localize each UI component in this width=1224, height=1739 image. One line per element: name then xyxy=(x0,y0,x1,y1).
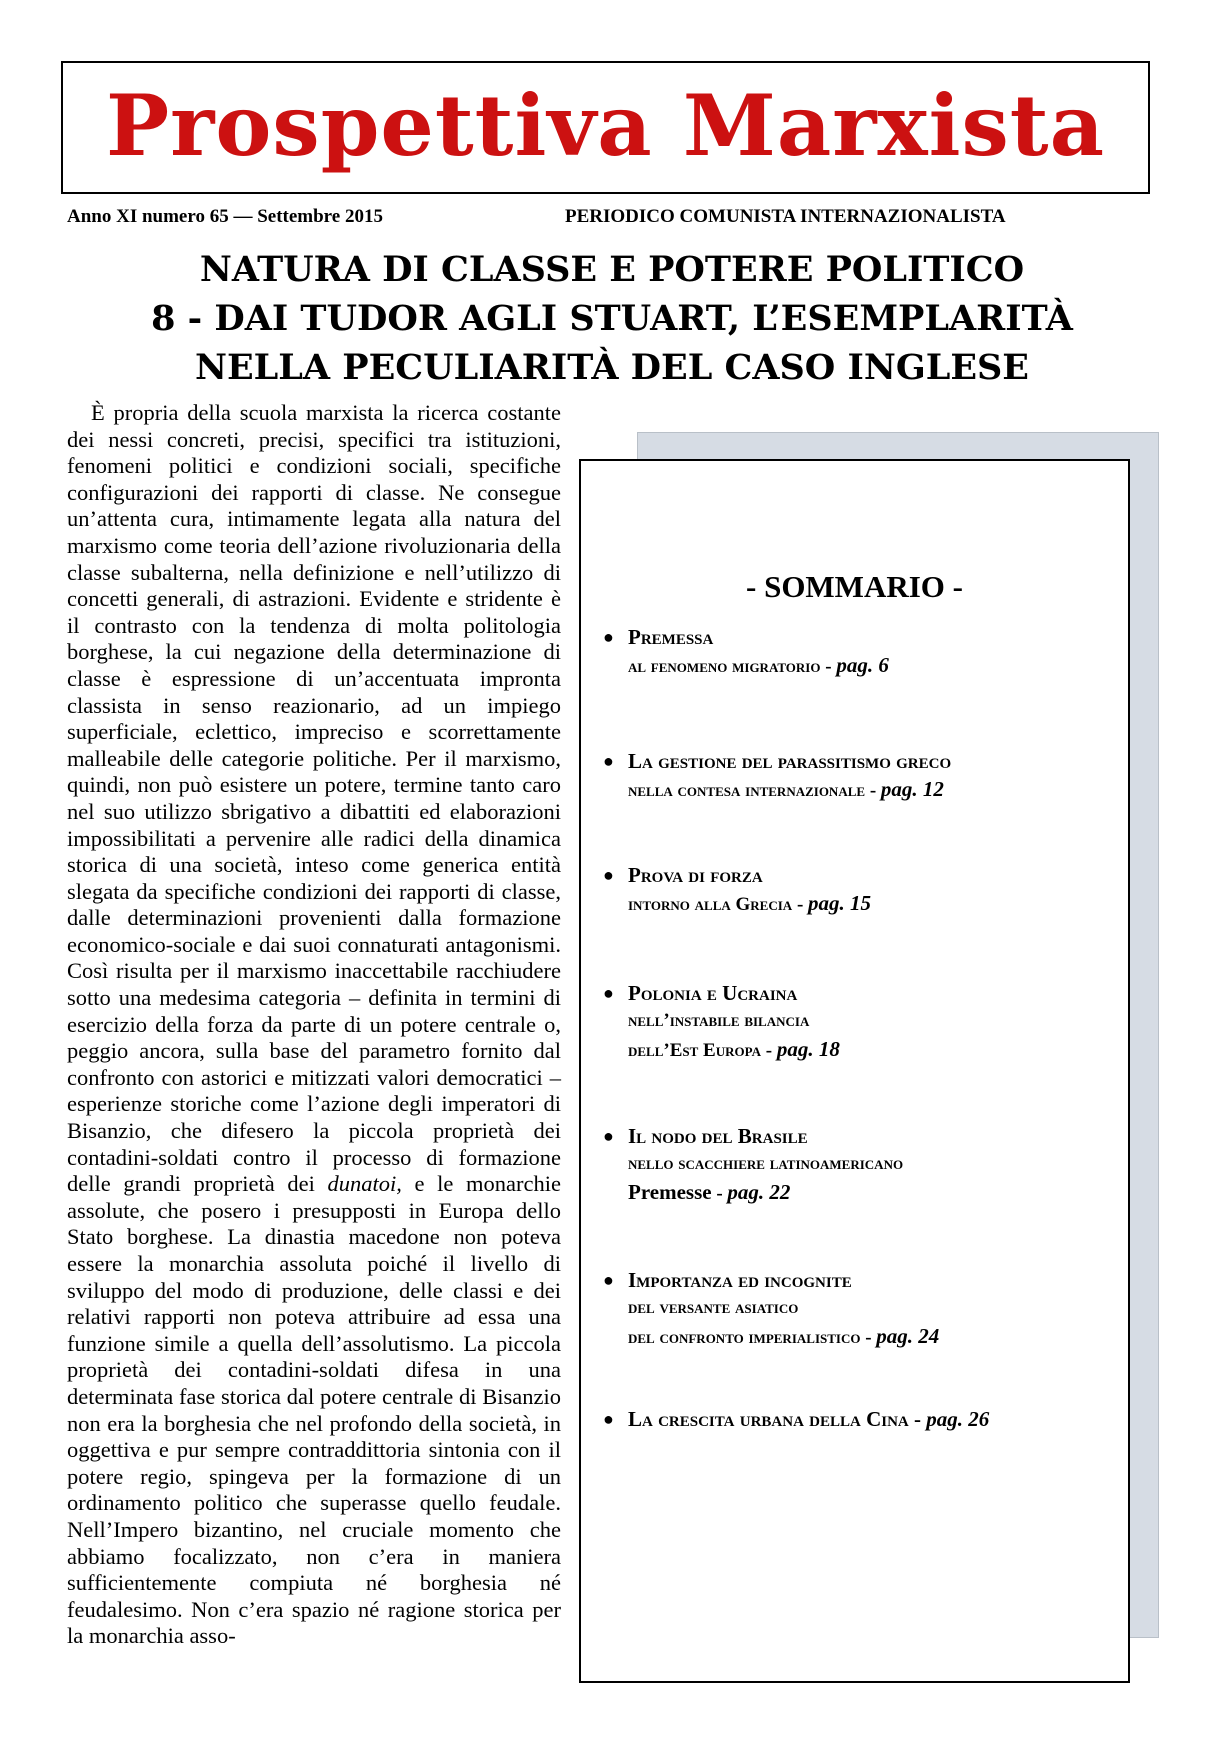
headline-line-3: NELLA PECULIARITÀ DEL CASO INGLESE xyxy=(195,347,1029,388)
toc-line: dell’Est Europa xyxy=(628,1040,761,1061)
headline-line-2: 8 - DAI TUDOR AGLI STUART, L’ESEMPLARITÀ xyxy=(151,298,1073,339)
toc-item[interactable]: ● Prova di forza intorno alla Grecia - pag. 15 xyxy=(603,861,1113,919)
toc-line: La gestione del parassitismo greco xyxy=(628,749,952,773)
masthead-title: Prospettiva Marxista xyxy=(105,76,1106,175)
toc-item[interactable]: ● Il nodo del Brasile nello scacchiere latinoamericano Premesse - pag. 22 xyxy=(603,1122,1113,1208)
headline-line-1: NATURA DI CLASSE E POTERE POLITICO xyxy=(199,249,1025,290)
sommario-title: - SOMMARIO - xyxy=(746,569,963,604)
toc-item[interactable]: ● Premessa al fenomeno migratorio - pag. 6 xyxy=(603,623,1113,681)
bullet-icon: ● xyxy=(603,751,614,771)
toc-item[interactable]: ● La crescita urbana della Cina - pag. 26 xyxy=(603,1407,990,1431)
toc-line: del confronto imperialistico xyxy=(628,1327,861,1348)
article-paragraph xyxy=(67,400,561,1650)
toc-line: del versante asiatico xyxy=(628,1297,799,1318)
article-body xyxy=(67,400,561,1650)
toc-line: Premessa xyxy=(628,625,714,649)
toc-page: pag. 18 xyxy=(776,1037,840,1061)
article-text-part-1: È propria della scuola marxista la ricerca costante dei nessi concreti, precisi, specifici tra istituzioni, fenomeni politici e condizioni sociali, specifiche configurazioni dei rapporti di classe. Ne consegue un’attenta cura, intimamente legata alla natura del marxismo come teoria dell’azione rivoluzionaria della classe subalterna, nella definizione e nell’utilizzo di concetti generali, di astrazioni. Evidente e stridente è il contrasto con la tendenza di molta politologia borghese, la cui negazione della determinazione di classe è espressione di un’accentuata impronta classista in senso reazionario, ad un impiego superficiale, eclettico, impreciso e scorrettamente malleabile delle categorie politiche. Per il marxismo, quindi, non può esistere un potere, termine tanto caro nel suo utilizzo sbrigativo a dibattiti ed elaborazioni impossibilitati a pervenire alle radici della dinamica storica di una società, inteso come generica entità slegata da specifiche condizioni dei rapporti di classe, dalle determinazioni provenienti dalla formazione economico-sociale e dai suoi connaturati antagonismi. Così risulta per il marxismo inaccettabile racchiudere sotto una medesima categoria – definita in termini di esercizio della forza da parte di un potere centrale o, peggio ancora, sulla base del parametro fornito dal confronto con astorici e mitizzati valori democratici – esperienze storiche come l’azione degli imperatori di Bisanzio, che difesero la piccola proprietà dei contadini-soldati contro il processo di formazione delle grandi proprietà dei xyxy=(67,400,561,1197)
bullet-icon: ● xyxy=(603,865,614,885)
toc-line: Premesse xyxy=(628,1180,712,1204)
toc-line: La crescita urbana della Cina xyxy=(628,1407,909,1431)
toc-line: nell’instabile bilancia xyxy=(628,1010,810,1031)
periodical-label: PERIODICO COMUNISTA INTERNAZIONALISTA xyxy=(565,206,1006,227)
toc-line: Polonia e Ucraina xyxy=(628,981,798,1005)
masthead xyxy=(61,61,1150,194)
toc-line: Il nodo del Brasile xyxy=(628,1124,808,1148)
article-italic-term: dunatoi, xyxy=(327,1171,402,1197)
toc-line: Prova di forza xyxy=(628,863,763,887)
toc-page: pag. 24 xyxy=(876,1324,940,1348)
toc-item[interactable]: ● Importanza ed incognite del versante asiatico del confronto imperialistico - pag. 24 xyxy=(603,1266,1113,1352)
toc-page: pag. 26 xyxy=(926,1407,990,1431)
article-text-part-2: e le monarchie assolute, che posero i presupposti in Europa dello Stato borghese. La dinastia macedone non poteva essere la monarchia assoluta poiché il livello di sviluppo del modo di produzione, delle classi e dei relativi rapporti non poteva attribuire ad essa una funzione simile a quella dell’assolutismo. La piccola proprietà dei contadini-soldati difesa in una determinata fase storica dal potere centrale di Bisanzio non era la borghesia che nel profondo della società, in oggettiva e pur sempre contraddittoria sintonia con il potere regio, spingeva per la formazione di un ordinamento politico che superasse quello feudale. Nell’Impero bizantino, nel cruciale momento che abbiamo focalizzato, non c’era in maniera sufficientemente compiuta né borghesia né feudalesimo. Non c’era spazio né ragione storica per la monarchia asso- xyxy=(67,1171,562,1649)
toc-item[interactable]: ● La gestione del parassitismo greco nella contesa internazionale - pag. 12 xyxy=(603,747,1113,805)
bullet-icon: ● xyxy=(603,1270,614,1290)
bullet-icon: ● xyxy=(603,1409,614,1429)
bullet-icon: ● xyxy=(603,1126,614,1146)
toc-page: pag. 22 xyxy=(727,1180,791,1204)
toc-line: intorno alla Grecia xyxy=(628,894,793,915)
toc-line: nella contesa internazionale xyxy=(628,780,866,801)
toc-line: Importanza ed incognite xyxy=(628,1268,852,1292)
bullet-icon: ● xyxy=(603,627,614,647)
toc-page: pag. 12 xyxy=(880,777,944,801)
toc-item[interactable]: ● Polonia e Ucraina nell’instabile bilancia dell’Est Europa - pag. 18 xyxy=(603,979,1113,1065)
article-headline xyxy=(40,245,1184,392)
toc-page: pag. 15 xyxy=(808,891,872,915)
issue-info: Anno XI numero 65 — Settembre 2015 xyxy=(67,206,383,227)
toc-line: nello scacchiere latinoamericano xyxy=(628,1153,904,1174)
toc-line: al fenomeno migratorio xyxy=(628,656,821,677)
toc-page: pag. 6 xyxy=(836,653,889,677)
bullet-icon: ● xyxy=(603,983,614,1003)
sommario-box xyxy=(579,459,1130,1683)
